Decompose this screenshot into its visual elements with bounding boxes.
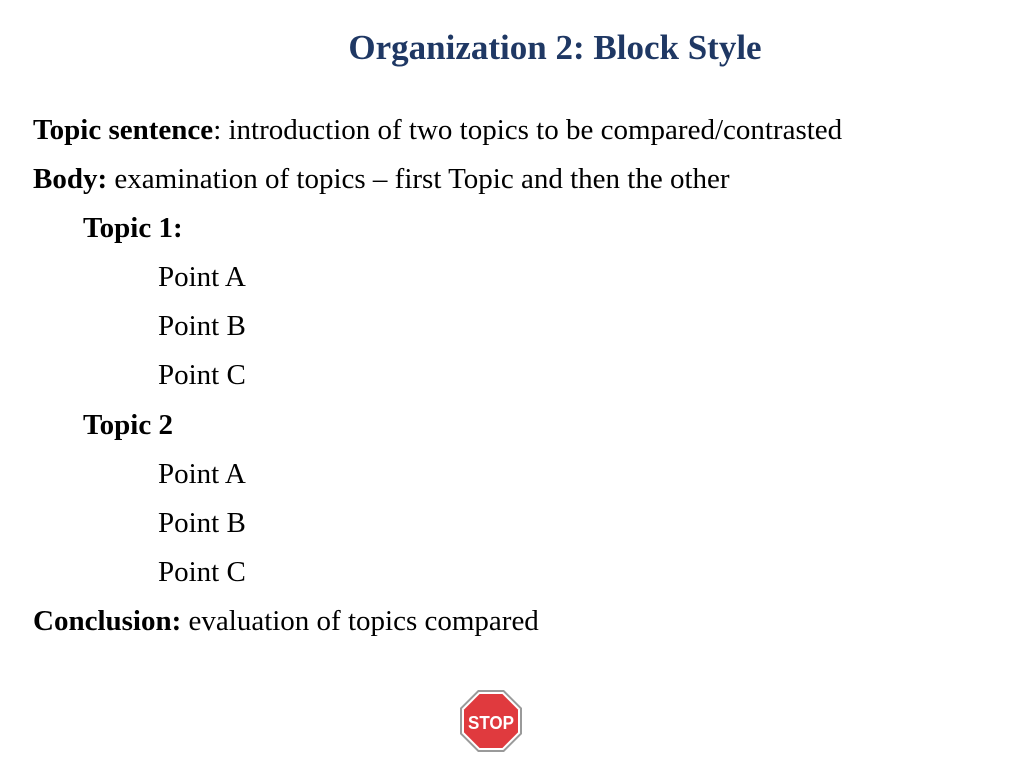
topic-2-point-c: Point C [158,555,246,588]
conclusion-label: Conclusion: [33,604,182,637]
topic-1-point-b: Point B [158,310,246,343]
stop-sign-text: STOP [468,713,514,733]
conclusion-text: evaluation of topics compared [181,604,539,637]
body-label: Body: [33,163,108,196]
topic-2-point-b: Point B [158,506,246,539]
topic-sentence-line [33,111,1013,160]
stop-sign-icon [459,689,523,753]
topic-sentence-label: Topic sentence [33,114,214,146]
topic-1-heading: Topic 1: [83,212,183,245]
slide-content [33,111,1013,651]
body-line [33,160,1013,209]
conclusion-line [33,602,1013,651]
slide-title: Organization 2: Block Style [348,28,762,67]
topic-2-point-a: Point A [158,457,246,490]
body-text: examination of topics – first Topic and then the other [107,163,730,196]
topic-1-point-a: Point A [158,261,246,294]
topic-sentence-text: : introduction of two topics to be compared/contrasted [213,114,843,146]
topic-2-heading: Topic 2 [83,408,173,441]
topic-1-point-c: Point C [158,359,246,392]
